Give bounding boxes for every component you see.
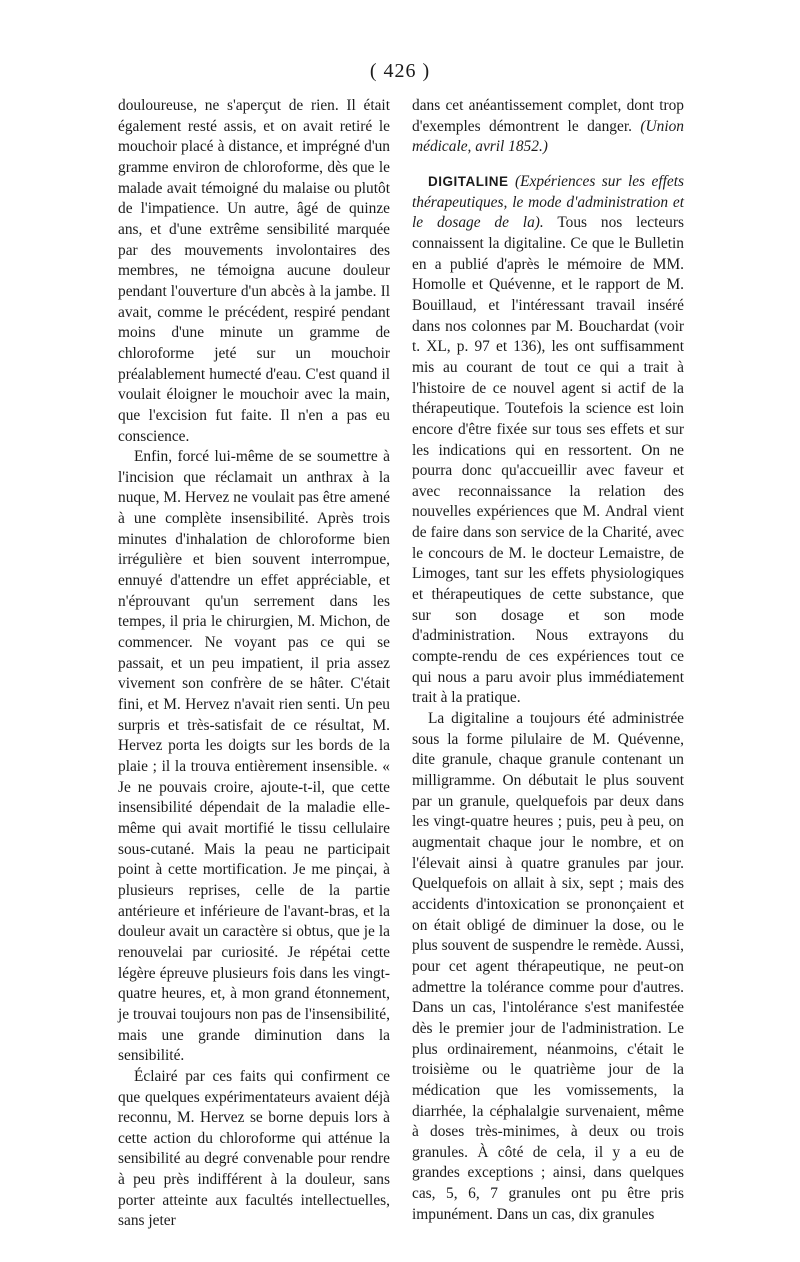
right-column — [412, 96, 684, 1225]
paragraph-digitaline-dosage: La digitaline a toujours été administrée sous la forme pilulaire de M. Quévenne, dite granule, chaque granule contenant un milligramme. On débutait le plus souvent par un granule, quelquefois par deux dans les vingt-quatre heures ; puis, peu à peu, on augmentait chaque jour le nombre, et on l'élevait ainsi à quatre granules par jour. Quelquefois on allait à six, sept ; mais des accidents d'intoxication se prononçaient et on était obligé de diminuer la dose, ou le plus souvent de suspendre le remède. Aussi, pour cet agent thérapeutique, ne peut-on admettre la tolérance comme pour d'autres. Dans un cas, l'intolérance s'est manifestée dès le premier jour de l'administration. Le plus ordinairement, néanmoins, c'était le troisième ou le quatrième jour de la médication que les vomissements, la diarrhée, la céphalalgie survenaient, même à doses très-minimes, à deux ou trois granules. À côté de cela, il y a eu de grandes exceptions ; ainsi, dans quelques cas, 5, 6, 7 granules ont pu être pris impunément. Dans un cas, dix granules — [412, 710, 684, 1223]
continuation-text: dans cet anéantissement complet, dont trop d'exemples démontrent le danger. — [412, 97, 684, 135]
page-number: ( 426 ) — [369, 60, 431, 82]
paragraph-digitaline-intro — [412, 172, 684, 709]
paragraph-continuation — [412, 96, 684, 158]
section-heading: DIGITALINE — [428, 173, 509, 189]
paragraph-chloroform-cases: douloureuse, ne s'aperçut de rien. Il était également resté assis, et on avait retiré le mouchoir placé à distance, et imprégné d'un gramme environ de chloroforme, dès que le malade avait témoigné du malaise ou plutôt de l'impatience. Un autre, âgé de quinze ans, et d'une extrême sensibilité marquée par des mouvements involontaires des membres, ne témoigna aucune douleur pendant l'ouverture d'un abcès à la jambe. Il avait, comme le précédent, respiré pendant moins d'une minute un gramme de chloroforme jeté sur un mouchoir préalablement humecté d'eau. C'est quand il voulait éloigner le mouchoir avec la main, que l'excision fut faite. Il n'en a pas eu conscience. — [118, 97, 390, 445]
left-column — [118, 96, 390, 1232]
source-citation: (Union médicale, avril 1852.) — [412, 117, 684, 156]
paragraph-hervez-anthrax: Enfin, forcé lui-même de se soumettre à l'incision que réclamait un anthrax à la nuque, M. Hervez ne voulait pas être amené à une complète insensibilité. Après trois minutes d'inhalation de chloroforme bien irrégulière et bien souvent interrompue, ennuyé d'attendre un effet appréciable, et n'éprouvant qu'un serrement dans les tempes, il pria le chirurgien, M. Michon, de commencer. Ne voyant pas ce qui se passait, et un peu impatient, il pria assez vivement son confrère de se hâter. C'était fini, et M. Hervez n'avait rien senti. Un peu surpris et très-satisfait de ce résultat, M. Hervez porta les doigts sur les bords de la plaie ; il la trouva entièrement insensible. « Je ne pouvais croire, ajoute-t-il, que cette insensibilité dépendait de la maladie elle-même qui avait mortifié le tissu cellulaire sous-cutané. Mais la peau ne participait point à cette mortification. Je me pinçai, à plusieurs reprises, celle de la partie antérieure et inférieure de l'avant-bras, et la douleur avait un caractère si obtus, que je la renouvelai par curiosité. Je répétai cette légère épreuve plusieurs fois dans les vingt-quatre heures, et, à mon grand étonnement, je trouvai toujours non pas de l'insensibilité, mais une grande diminution dans la sensibilité. — [118, 448, 390, 1065]
paragraph-hervez-conclusion: Éclairé par ces faits qui confirment ce que quelques expérimentateurs avaient déjà reconnu, M. Hervez se borne depuis lors à cette action du chloroforme qui atténue la sensibilité au degré convenable pour rendre à peu près indifférent à la douleur, sans porter atteinte aux facultés intellectuelles, sans jeter — [118, 1067, 390, 1230]
section-subtitle: (Expériences sur les effets thérapeutiques, le mode d'administration et le dosage de la). — [412, 172, 684, 232]
digitaline-intro-text: Tous nos lecteurs connaissent la digitaline. Ce que le Bulletin en a publié d'après le mémoire de MM. Homolle et Quévenne, et le rapport de M. Bouillaud, et l'intéressant travail inséré dans nos colonnes par M. Bouchardat (voir t. XL, p. 97 et 136), les ont suffisamment mis au courant de tout ce qui a trait à l'histoire de ce nouvel agent si actif de la thérapeutique. Toutefois la science est loin encore d'être fixée sur tous ses effets et sur les indications qui en ressortent. On ne pourra donc qu'accueillir avec faveur et avec reconnaissance la relation des nouvelles expériences que M. Andral vient de faire dans son service de la Charité, avec le concours de M. le docteur Lemaistre, de Limoges, tant sur les effets physiologiques et thérapeutiques de cette substance, que sur son dosage et son mode d'administration. Nous extrayons du compte-rendu de ces expériences tout ce qui nous a paru avoir plus immédiatement trait à la pratique. — [412, 214, 684, 707]
